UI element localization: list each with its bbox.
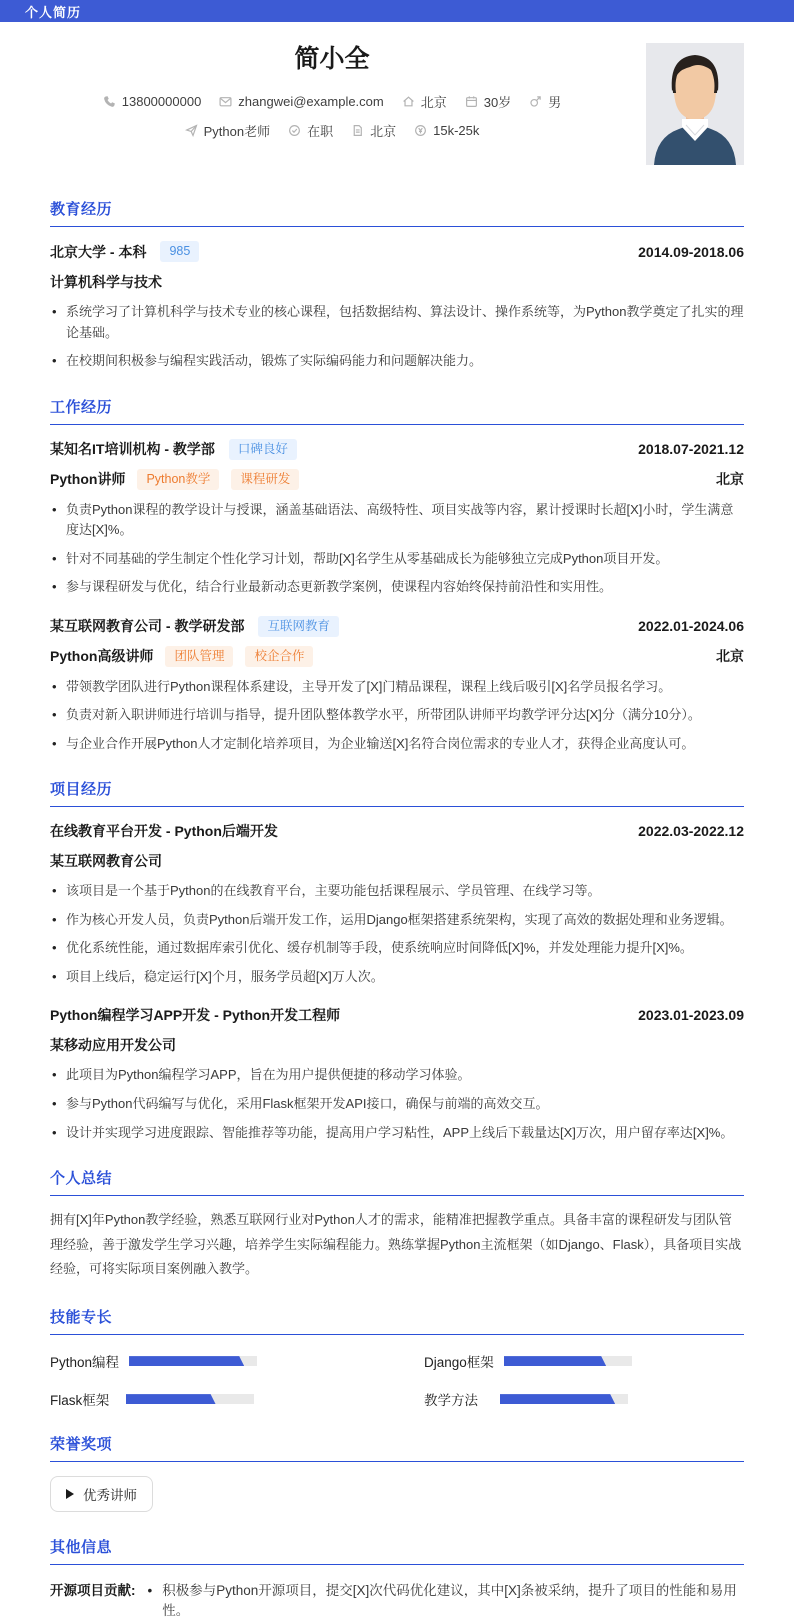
education-entry [50, 241, 744, 372]
bullet-item: • 系统学习了计算机科学与技术专业的核心课程，包括数据结构、算法设计、操作系统等，为Python教学奠定了扎实的理论基础。 [50, 302, 744, 343]
skill-name: 教学方法 [424, 1393, 478, 1409]
project-title: Python编程学习APP开发 - Python开发工程师 [50, 1007, 341, 1024]
bullet-item: • 参与课程研发与优化，结合行业最新动态更新教学案例，使课程内容始终保持前沿性和实用性。 [50, 577, 744, 598]
school-name: 北京大学 - 本科 [50, 243, 147, 260]
contact-text: 男 [548, 95, 562, 110]
bullet-item: • 在校期间积极参与编程实践活动，锻炼了实际编码能力和问题解决能力。 [50, 351, 744, 372]
skill-bar-fill [126, 1394, 216, 1404]
document-icon [351, 124, 364, 137]
project-bullets [50, 1065, 744, 1143]
section-heading-education: 教育经历 [50, 198, 744, 227]
work-entry [50, 439, 744, 598]
other-info-text: 积极参与Python开源项目，提交[X]次代码优化建议，其中[X]条被采纳，提升了项目的性能和易用性。 [162, 1583, 737, 1619]
section-heading-honors: 荣誉奖项 [50, 1433, 744, 1462]
work-bullets [50, 677, 744, 755]
position-tag: 团队管理 [165, 646, 233, 667]
skill-item [50, 1351, 370, 1371]
app-title-bar [0, 0, 794, 22]
mail-icon [219, 95, 232, 108]
skill-bar [500, 1394, 628, 1404]
candidate-name: 简小全 [294, 45, 370, 73]
position-tag: 课程研发 [231, 469, 299, 490]
bullet-item: • 作为核心开发人员，负责Python后端开发工作，运用Django框架搭建系统架构，实现了高效的数据处理和业务逻辑。 [50, 910, 744, 931]
project-bullets [50, 881, 744, 987]
work-bullets [50, 500, 744, 598]
skill-bar-fill [504, 1356, 606, 1366]
section-heading-skills: 技能专长 [50, 1306, 744, 1335]
section-other [0, 1536, 794, 1619]
bullet-dot [148, 1583, 153, 1598]
contact-text: 北京 [420, 95, 447, 110]
contact-work-city [351, 121, 396, 140]
company-badge: 口碑良好 [229, 439, 297, 460]
skill-grid [50, 1351, 744, 1409]
company-badge: 互联网教育 [258, 616, 339, 637]
gender-icon [529, 95, 542, 108]
contact-text: Python老师 [203, 124, 271, 139]
bullet-item: • 该项目是一个基于Python的在线教育平台，主要功能包括课程展示、学员管理、在线学习等。 [50, 881, 744, 902]
bullet-item: • 设计并实现学习进度跟踪、智能推荐等功能，提高用户学习粘性，APP上线后下载量达[X]万次，用户留存率达[X]%。 [50, 1123, 744, 1144]
skill-item [50, 1389, 370, 1409]
bullet-item: • 优化系统性能，通过数据库索引优化、缓存机制等手段，使系统响应时间降低[X]%，并发处理能力提升[X]%。 [50, 938, 744, 959]
home-icon [402, 95, 415, 108]
contact-city [402, 92, 447, 111]
skill-name: Django框架 [424, 1355, 494, 1371]
contact-phone [103, 94, 202, 109]
contact-text: 30岁 [483, 95, 512, 110]
contact-text: 在职 [307, 124, 334, 139]
bullet-item: • 项目上线后，稳定运行[X]个月，服务学员超[X]万人次。 [50, 967, 744, 988]
position-tag: 校企合作 [245, 646, 313, 667]
date-range: 2014.09-2018.06 [638, 243, 744, 260]
major-name: 计算机科学与技术 [50, 274, 162, 290]
position-tag: Python教学 [137, 469, 219, 490]
date-range: 2023.01-2023.09 [638, 1007, 744, 1024]
profile-photo [646, 43, 744, 165]
status-icon [288, 124, 301, 137]
contact-job-intention [185, 121, 270, 140]
bullet-item: • 负责Python课程的教学设计与授课，涵盖基础语法、高级特性、项目实战等内容，累计授课时长超[X]小时，学生满意度达[X]%。 [50, 500, 744, 541]
section-heading-other: 其他信息 [50, 1536, 744, 1565]
contact-text: zhangwei@example.com [238, 94, 384, 109]
project-entry [50, 821, 744, 987]
expand-triangle-icon [66, 1489, 74, 1499]
position-name: Python讲师 [50, 471, 126, 488]
send-icon [185, 124, 198, 137]
skill-bar-fill [500, 1394, 615, 1404]
page-title: 个人简历 [25, 4, 82, 20]
calendar-icon [465, 95, 478, 108]
contact-text: 13800000000 [121, 94, 202, 109]
job-location: 北京 [716, 648, 744, 665]
skill-bar [126, 1394, 254, 1404]
contact-row-1 [50, 92, 614, 111]
project-company: 某移动应用开发公司 [50, 1037, 176, 1054]
phone-icon [103, 95, 116, 108]
section-projects [0, 778, 794, 1143]
bullet-item: • 带领教学团队进行Python课程体系建设，主导开发了[X]门精品课程，课程上线后吸引[X]名学员报名学习。 [50, 677, 744, 698]
header-info [50, 42, 614, 140]
project-company: 某互联网教育公司 [50, 853, 162, 870]
contact-row-2 [50, 121, 614, 140]
project-entry [50, 1005, 744, 1143]
contact-salary [414, 123, 479, 138]
resume-header [0, 22, 794, 174]
date-range: 2022.01-2024.06 [638, 618, 744, 635]
school-badge: 985 [160, 241, 199, 262]
bullet-item: • 与企业合作开展Python人才定制化培养项目，为企业输送[X]名符合岗位需求的专业人才，获得企业高度认可。 [50, 734, 744, 755]
contact-text: 15k-25k [433, 123, 480, 138]
skill-item [424, 1351, 744, 1371]
position-name: Python高级讲师 [50, 648, 154, 665]
company-name: 某知名IT培训机构 - 教学部 [50, 441, 215, 458]
other-info-line [50, 1579, 744, 1619]
summary-text: 拥有[X]年Python教学经验，熟悉互联网行业对Python人才的需求，能精准把握教学重点。具备丰富的课程研发与团队管理经验，善于激发学生学习兴趣，培养学生实际编程能力。熟练掌握Python主流框架（如Django、Flask），具备项目实战经验，可将实际项目案例融入教学。 [50, 1212, 742, 1277]
company-name: 某互联网教育公司 - 教学研发部 [50, 618, 245, 635]
section-heading-work: 工作经历 [50, 396, 744, 425]
skill-name: Python编程 [50, 1355, 120, 1371]
skill-bar [129, 1356, 257, 1366]
date-range: 2022.03-2022.12 [638, 823, 744, 840]
honor-label: 优秀讲师 [83, 1488, 137, 1504]
section-skills [0, 1306, 794, 1409]
other-info-label: 开源项目贡献: [50, 1583, 136, 1599]
contact-job-status [288, 121, 333, 140]
contact-text: 北京 [370, 124, 397, 139]
bullet-item: • 参与Python代码编写与优化，采用Flask框架开发API接口，确保与前端的高效交互。 [50, 1094, 744, 1115]
job-location: 北京 [716, 471, 744, 488]
skill-name: Flask框架 [50, 1393, 110, 1409]
skill-bar [504, 1356, 632, 1366]
section-heading-summary: 个人总结 [50, 1167, 744, 1196]
section-summary [0, 1167, 794, 1282]
bullet-item: • 负责对新入职讲师进行培训与指导，提升团队整体教学水平，所带团队讲师平均教学评分达[X]分（满分10分）。 [50, 705, 744, 726]
section-honors [0, 1433, 794, 1512]
skill-item [424, 1389, 744, 1409]
contact-email [219, 94, 383, 109]
section-work [0, 396, 794, 755]
contact-gender [529, 92, 561, 111]
section-heading-projects: 项目经历 [50, 778, 744, 807]
work-entry [50, 616, 744, 755]
project-title: 在线教育平台开发 - Python后端开发 [50, 823, 278, 840]
bullet-item: • 针对不同基础的学生制定个性化学习计划，帮助[X]名学生从零基础成长为能够独立完成Python项目开发。 [50, 549, 744, 570]
contact-age [465, 92, 511, 111]
date-range: 2018.07-2021.12 [638, 441, 744, 458]
honor-item-button[interactable] [50, 1476, 153, 1512]
bullet-item: • 此项目为Python编程学习APP，旨在为用户提供便捷的移动学习体验。 [50, 1065, 744, 1086]
salary-icon [414, 124, 427, 137]
education-bullets [50, 302, 744, 372]
section-education [0, 198, 794, 372]
skill-bar-fill [129, 1356, 244, 1366]
